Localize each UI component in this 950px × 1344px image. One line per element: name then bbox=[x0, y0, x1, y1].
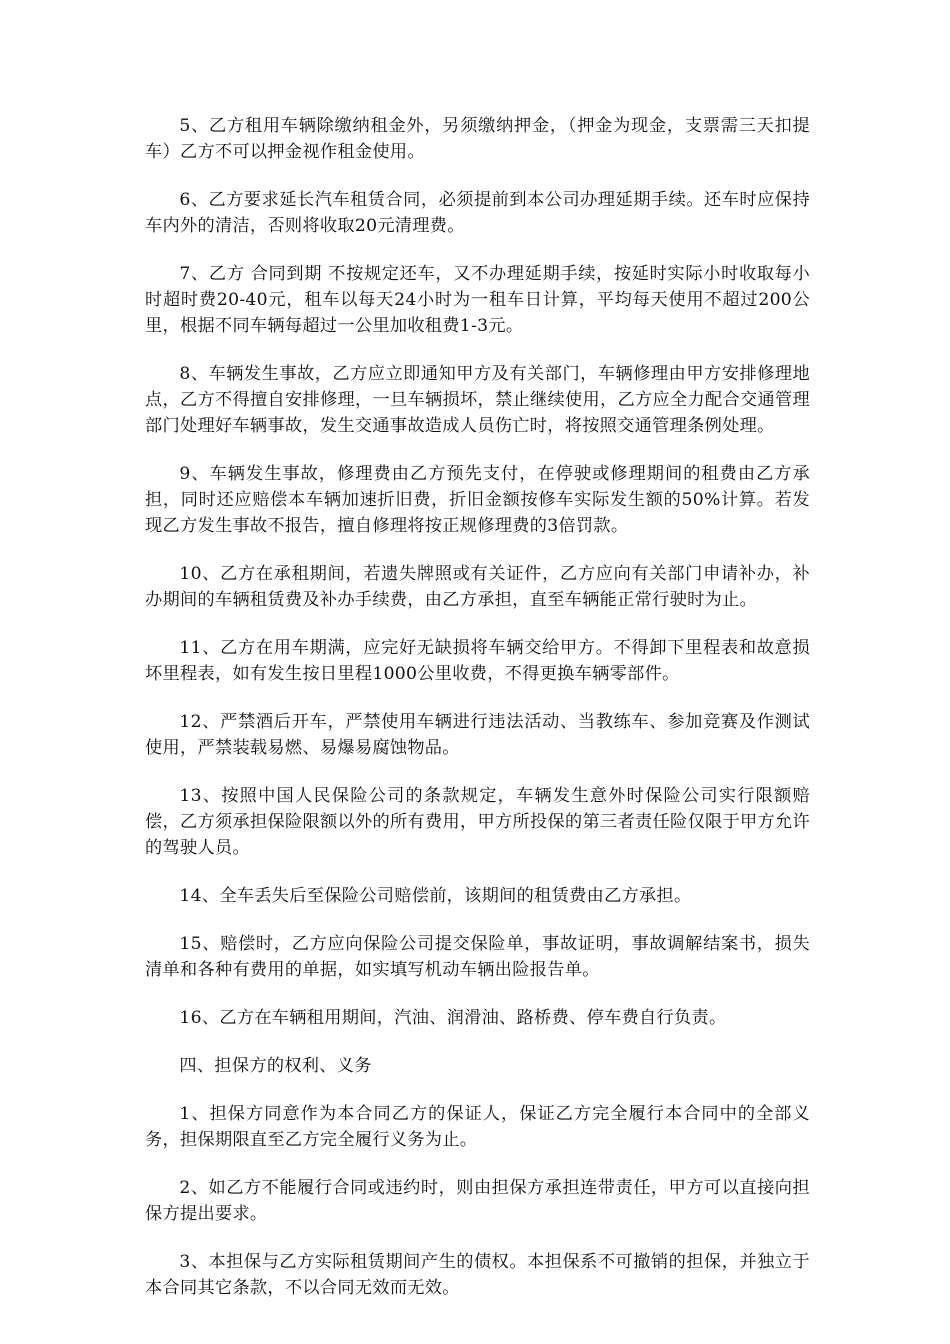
clause-6: 6、乙方要求延长汽车租赁合同，必须提前到本公司办理延期手续。还车时应保持车内外的清洁，否则将收取20元清理费。 bbox=[145, 190, 810, 236]
clause-13: 13、按照中国人民保险公司的条款规定，车辆发生意外时保险公司实行限额赔偿，乙方须承担保险限额以外的所有费用，甲方所投保的第三者责任险仅限于甲方允许的驾驶人员。 bbox=[145, 786, 810, 858]
clause-16: 16、乙方在车辆租用期间，汽油、润滑油、路桥费、停车费自行负责。 bbox=[179, 1008, 727, 1028]
clause-8: 8、车辆发生事故，乙方应立即通知甲方及有关部门，车辆修理由甲方安排修理地点，乙方不得擅自安排修理，一旦车辆损坏，禁止继续使用，乙方应全力配合交通管理部门处理好车辆事故，发生交通事故造成人员伤亡时，将按照交通管理条例处理。 bbox=[145, 364, 810, 436]
clause-5: 5、乙方租用车辆除缴纳租金外，另须缴纳押金，（押金为现金，支票需三天扣提车）乙方不可以押金视作租金使用。 bbox=[145, 116, 810, 162]
guarantor-clause-1: 1、担保方同意作为本合同乙方的保证人，保证乙方完全履行本合同中的全部义务，担保期限直至乙方完全履行义务为止。 bbox=[145, 1104, 810, 1150]
clause-14: 14、全车丢失后至保险公司赔偿前，该期间的租赁费由乙方承担。 bbox=[179, 886, 692, 906]
guarantor-clause-3: 3、本担保与乙方实际租赁期间产生的债权。本担保系不可撤销的担保，并独立于本合同其它条款，不以合同无效而无效。 bbox=[145, 1252, 810, 1298]
clause-7: 7、乙方 合同到期 不按规定还车，又不办理延期手续，按延时实际小时收取每小时超时费20-40元，租车以每天24小时为一租车日计算，平均每天使用不超过200公里，根据不同车辆每超过一公里加收租费1-3元。 bbox=[145, 264, 810, 336]
clause-11: 11、乙方在用车期满，应完好无缺损将车辆交给甲方。不得卸下里程表和故意损坏里程表，如有发生按日里程1000公里收费，不得更换车辆零部件。 bbox=[145, 638, 810, 684]
clause-15: 15、赔偿时，乙方应向保险公司提交保险单，事故证明，事故调解结案书，损失清单和各种有费用的单据，如实填写机动车辆出险报告单。 bbox=[145, 934, 810, 980]
guarantor-clause-2: 2、如乙方不能履行合同或违约时，则由担保方承担连带责任，甲方可以直接向担保方提出要求。 bbox=[145, 1178, 810, 1224]
clause-12: 12、严禁酒后开车，严禁使用车辆进行违法活动、当教练车、参加竞赛及作测试使用，严禁装载易燃、易爆易腐蚀物品。 bbox=[145, 712, 810, 758]
clause-9: 9、车辆发生事故，修理费由乙方预先支付，在停驶或修理期间的租费由乙方承担，同时还应赔偿本车辆加速折旧费，折旧金额按修车实际发生额的50%计算。若发现乙方发生事故不报告，擅自修理将按正规修理费的3倍罚款。 bbox=[145, 464, 810, 536]
clause-10: 10、乙方在承租期间，若遗失牌照或有关证件，乙方应向有关部门申请补办，补办期间的车辆租赁费及补办手续费，由乙方承担，直至车辆能正常行驶时为止。 bbox=[145, 564, 810, 610]
section-heading-guarantor: 四、担保方的权利、义务 bbox=[179, 1056, 372, 1076]
